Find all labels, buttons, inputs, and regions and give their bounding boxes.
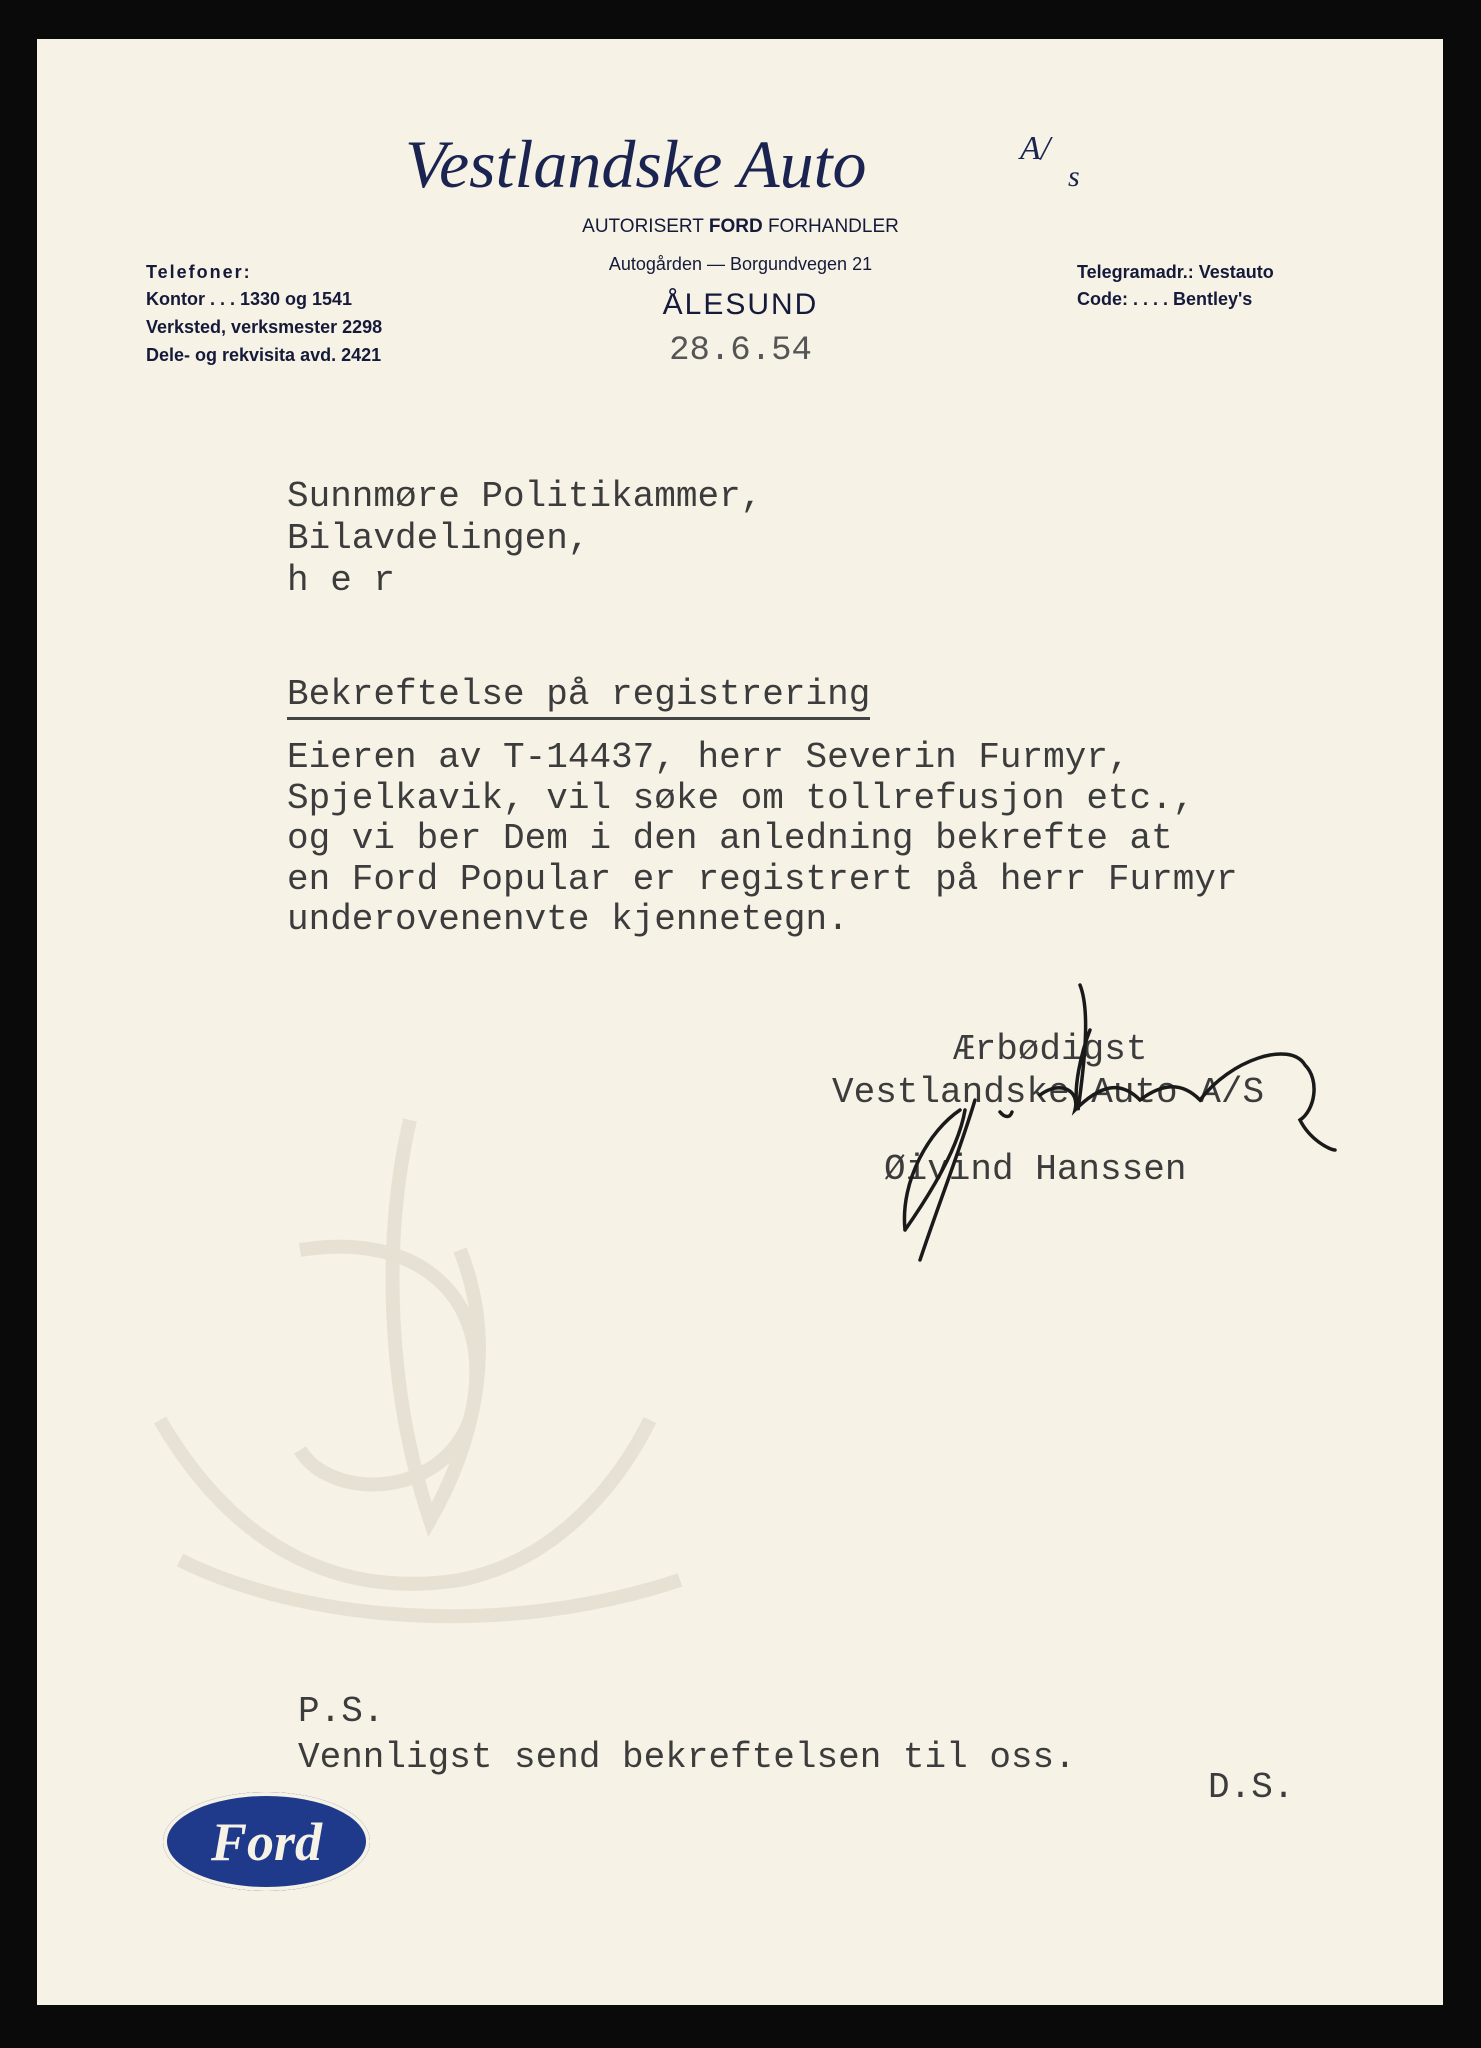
ps-text: Vennligst send bekreftelsen til oss. — [298, 1737, 1076, 1778]
closing-company: Vestlandske Auto A/S — [832, 1072, 1265, 1113]
ps-open: P.S. — [298, 1691, 385, 1732]
phone-kontor: Kontor . . . 1330 og 1541 — [146, 289, 353, 309]
body-line: en Ford Popular er registrert på herr Furmyr — [287, 859, 1238, 900]
telegram-code: Code: . . . . Bentley's — [1077, 289, 1253, 309]
telegram-address: Telegramadr.: Vestauto — [1077, 262, 1274, 282]
phone-verksted: Verksted, verksmester 2298 — [146, 317, 383, 337]
ps-close: D.S. — [1208, 1767, 1295, 1808]
closing-signer: Øivind Hanssen — [884, 1149, 1187, 1190]
recipient-line: Sunnmøre Politikammer, — [287, 476, 763, 517]
ford-logo-text: Ford — [210, 1811, 323, 1872]
address: Autogården — Borgundvegen 21 — [608, 254, 873, 274]
date: 28.6.54 — [669, 332, 812, 370]
phone-dele: Dele- og rekvisita avd. 2421 — [146, 345, 382, 365]
body-line: Spjelkavik, vil søke om tollrefusjon etc., — [287, 778, 1195, 819]
body-line: underovenenvte kjennetegn. — [287, 899, 849, 940]
company-suffix: A/ — [1020, 130, 1051, 167]
ford-logo — [163, 1792, 370, 1891]
tagline-post: FORHANDLER — [767, 216, 899, 237]
phones-label: Telefoner: — [146, 262, 252, 282]
company-name: Vestlandske Auto — [405, 126, 867, 202]
body-line: og vi ber Dem i den anledning bekrefte at — [287, 818, 1173, 859]
city: ÅLESUND — [662, 288, 819, 321]
subject: Bekreftelse på registrering — [287, 674, 870, 720]
tagline-ford: FORD — [708, 216, 763, 237]
closing-salutation: Ærbødigst — [953, 1029, 1148, 1070]
recipient-line: Bilavdelingen, — [287, 518, 590, 559]
company-suffix-s: s — [1068, 160, 1080, 193]
body-line: Eieren av T-14437, herr Severin Furmyr, — [287, 737, 1130, 778]
recipient-line: h e r — [287, 560, 396, 601]
tagline-pre: AUTORISERT — [582, 216, 704, 237]
